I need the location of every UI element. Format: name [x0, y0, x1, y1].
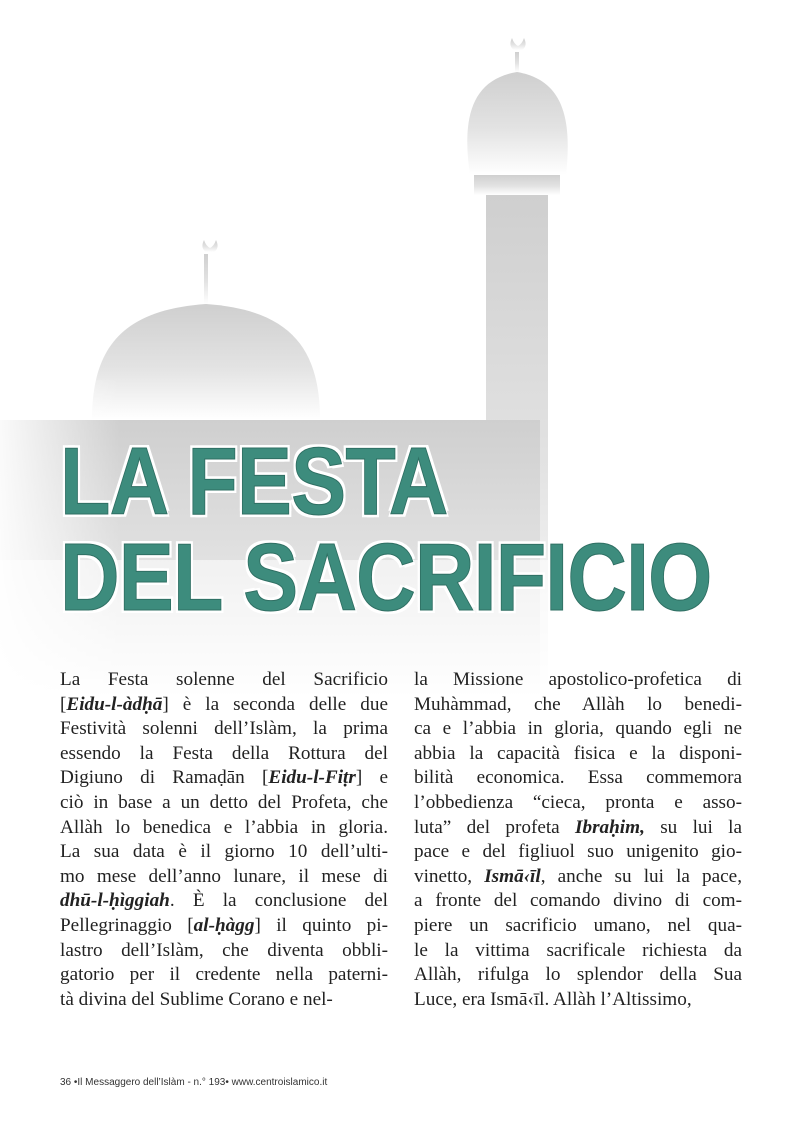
text-line: pace e del figliuol suo unigenito gio-	[414, 841, 742, 863]
emphasized-term: Eidu-l-Fiṭr	[268, 767, 356, 789]
text-line: le la vittima sacrificale richiesta da	[414, 939, 742, 961]
page-footer	[60, 1077, 327, 1088]
emphasized-term: Ismā‹īl	[484, 865, 541, 887]
text-line: gatorio per il credente nella paterni-	[60, 964, 388, 986]
text-line: lastro dell’Islàm, che diventa obbli-	[60, 939, 388, 961]
text-line: bilità economica. Essa commemora	[414, 767, 742, 789]
article-column-right	[414, 668, 742, 1012]
text-line: [Eidu-l-àdḥā] è la seconda delle due	[60, 693, 388, 715]
text-line: Allàh lo benedica e l’abbia in gloria.	[60, 816, 388, 838]
emphasized-term: Eidu-l-àdḥā	[66, 693, 163, 715]
text-line: tà divina del Sublime Corano e nel-	[60, 988, 333, 1010]
text-line: ca e l’abbia in gloria, quando egli ne	[414, 718, 742, 740]
text-line: Festività solenni dell’Islàm, la prima	[60, 718, 388, 740]
article-column-left	[60, 668, 388, 1012]
text-line: Muhàmmad, che Allàh lo benedi-	[414, 693, 742, 715]
text-line: Luce, era Ismā‹īl. Allàh l’Altissimo,	[414, 988, 692, 1010]
text-line: Digiuno di Ramaḍān [Eidu-l-Fiṭr] e	[60, 767, 388, 789]
text-line: la Missione apostolico-profetica di	[414, 669, 742, 690]
emphasized-term: Ibraḥim,	[575, 816, 645, 838]
text-line: La Festa solenne del Sacrificio	[60, 669, 388, 690]
page-number: 36	[60, 1077, 72, 1088]
text-line: piere un sacrificio umano, nel qua-	[414, 914, 742, 936]
text-line: dhū-l-ḥìggiah. È la conclusione del	[60, 890, 388, 912]
text-line: essendo la Festa della Rottura del	[60, 742, 388, 764]
text-line: La sua data è il giorno 10 dell’ulti-	[60, 841, 388, 863]
emphasized-term: dhū-l-ḥìggiah	[60, 890, 170, 912]
footer-text: •Il Messaggero dell’Islàm - n.° 193• www.centroislamico.it	[73, 1077, 328, 1088]
title-line-1: LA FESTA	[60, 428, 448, 535]
text-line: abbia la capacità fisica e la disponi-	[414, 742, 742, 764]
text-line: a fronte del comando divino di com-	[414, 890, 742, 912]
text-line: luta” del profeta Ibraḥim, su lui la	[414, 816, 742, 838]
emphasized-term: al-ḥàgg	[193, 914, 255, 936]
text-line: vinetto, Ismā‹īl, anche su lui la pace,	[414, 865, 742, 887]
text-line: ciò in base a un detto del Profeta, che	[60, 791, 388, 813]
text-line: mo mese dell’anno lunare, il mese di	[60, 865, 388, 887]
text-line: Pellegrinaggio [al-ḥàgg] il quinto pi-	[60, 914, 388, 936]
text-line: Allàh, rifulga lo splendor della Sua	[414, 964, 742, 986]
title-line-2: DEL SACRIFICIO	[60, 524, 712, 631]
text-line: l’obbedienza “cieca, pronta e asso-	[414, 791, 742, 813]
